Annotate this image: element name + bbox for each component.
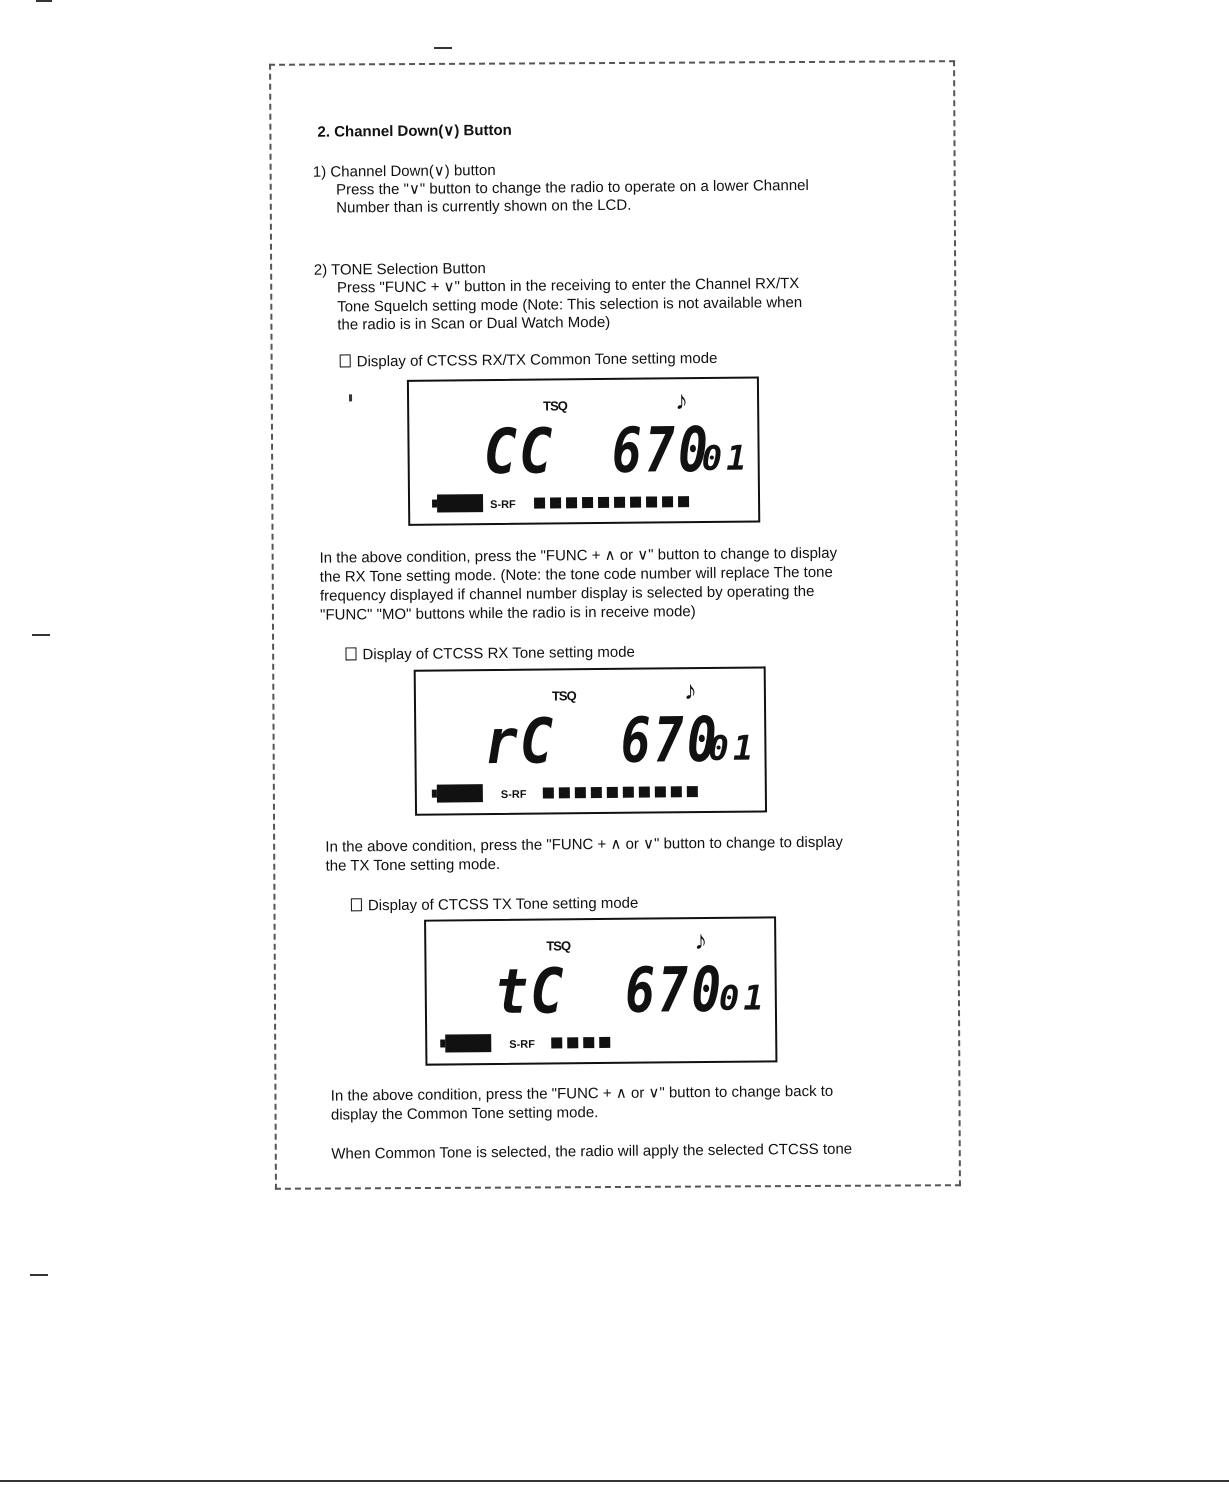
channel-segment-display: 01: [701, 438, 751, 480]
signal-bar-segment: [623, 787, 634, 798]
mode-segment-display: tC: [494, 954, 566, 1029]
signal-bar-segment: [534, 498, 545, 509]
signal-meter: [543, 786, 698, 798]
caption-common-text: Display of CTCSS RX/TX Common Tone setting mode: [356, 349, 718, 371]
srf-label: S-RF: [509, 1038, 535, 1051]
signal-bar-segment: [607, 787, 618, 798]
signal-bar-segment: [583, 1037, 594, 1048]
para-common-line1: In the above condition, press the "FUNC + ∧ or ∨" button to change to display: [319, 544, 838, 567]
battery-icon: [445, 1034, 491, 1052]
checkbox-square-icon: [351, 898, 362, 911]
caption-rx: [345, 643, 635, 665]
lcd-tx-display: [424, 916, 777, 1065]
tsq-indicator: TSQ: [546, 938, 571, 954]
signal-meter: [534, 496, 689, 508]
caption-rx-text: Display of CTCSS RX Tone setting mode: [362, 643, 635, 664]
tone-note-icon: ♪: [683, 675, 698, 706]
lcd-rx-display: [414, 666, 767, 815]
signal-meter: [551, 1037, 610, 1049]
section-heading: 2. Channel Down(∨) Button: [317, 121, 512, 141]
signal-bar-segment: [550, 497, 561, 508]
signal-bar-segment: [582, 497, 593, 508]
tone-note-icon: ♪: [694, 924, 708, 956]
signal-bar-segment: [630, 497, 641, 508]
checkbox-square-icon: [345, 647, 356, 660]
tsq-indicator: TSQ: [551, 688, 576, 704]
srf-label: S-RF: [490, 498, 516, 512]
para-tx-line2: display the Common Tone setting mode.: [330, 1104, 599, 1124]
srf-label: S-RF: [500, 788, 527, 801]
lcd-common-display: [407, 376, 760, 525]
signal-bar-segment: [646, 496, 657, 507]
signal-bar-segment: [614, 497, 625, 508]
item2-line2: Tone Squelch setting mode (Note: This selection is not available when: [337, 294, 803, 316]
checkbox-square-icon: [340, 354, 351, 367]
para-common-line3: frequency displayed if channel number display is selected by operating the: [319, 582, 815, 605]
signal-bar-segment: [543, 787, 554, 798]
final-line: When Common Tone is selected, the radio will apply the selected CTCSS tone: [331, 1140, 853, 1163]
para-common-line4: "FUNC" "MO" buttons while the radio is in receive mode): [320, 603, 696, 624]
para-tx-line1: In the above condition, press the "FUNC + ∧ or ∨" button to change back to: [330, 1082, 834, 1105]
signal-bar-segment: [671, 786, 682, 797]
scan-mark-topleft: [36, 0, 52, 2]
frequency-segment-display: 670: [611, 412, 712, 487]
channel-segment-display: 01: [708, 728, 758, 769]
mode-segment-display: rC: [483, 704, 556, 779]
signal-bar-segment: [662, 496, 673, 507]
signal-bar-segment: [655, 786, 666, 797]
item2-line3: the radio is in Scan or Dual Watch Mode): [337, 313, 611, 334]
signal-bar-segment: [559, 787, 570, 798]
para-rx-line1: In the above condition, press the "FUNC + ∧ or ∨" button to change to display: [325, 833, 843, 856]
channel-segment-display: 01: [718, 978, 768, 1019]
signal-bar-segment: [599, 1037, 610, 1048]
tone-note-icon: ♪: [674, 385, 689, 416]
mode-segment-display: CC: [483, 414, 555, 489]
item1-title: 1) Channel Down(∨) button: [312, 161, 496, 181]
signal-bar-segment: [575, 787, 586, 798]
tsq-indicator: TSQ: [543, 398, 567, 414]
battery-icon: [437, 494, 483, 512]
item2-title: 2) TONE Selection Button: [313, 260, 486, 279]
signal-bar-segment: [639, 787, 650, 798]
signal-bar-segment: [567, 1037, 578, 1048]
frequency-segment-display: 670: [624, 952, 725, 1027]
item1-line2: Number than is currently shown on the LCD.: [336, 196, 632, 217]
para-common-line2: the RX Tone setting mode. (Note: the tone code number will replace The tone: [319, 563, 833, 586]
signal-bar-segment: [551, 1037, 562, 1048]
tick-mark: [349, 394, 352, 401]
caption-tx-text: Display of CTCSS TX Tone setting mode: [367, 894, 639, 915]
signal-bar-segment: [566, 497, 577, 508]
caption-tx: [351, 894, 639, 916]
para-rx-line2: the TX Tone setting mode.: [325, 855, 501, 875]
signal-bar-segment: [687, 786, 698, 797]
item1-line1: Press the "∨" button to change the radio to operate on a lower Channel: [335, 176, 809, 199]
signal-bar-segment: [598, 497, 609, 508]
signal-bar-segment: [591, 787, 602, 798]
battery-icon: [437, 784, 483, 802]
item2-line1: Press "FUNC + ∨" button in the receiving to enter the Channel RX/TX: [336, 275, 800, 297]
frequency-segment-display: 670: [620, 702, 721, 777]
caption-common: [340, 349, 718, 372]
signal-bar-segment: [678, 496, 689, 507]
